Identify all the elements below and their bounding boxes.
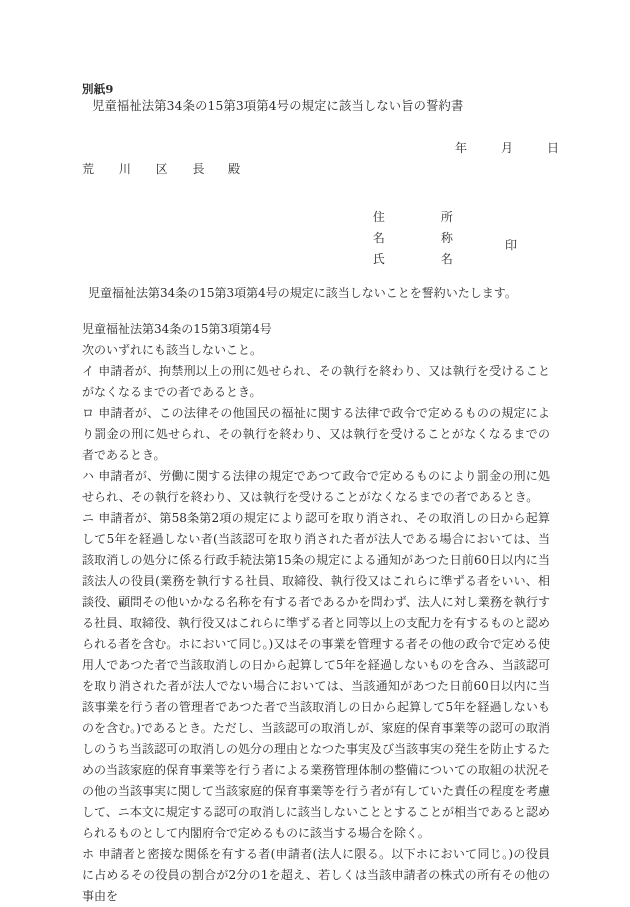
clause-marker: イ: [82, 364, 95, 378]
clause-text: 申請者が、第58条第2項の規定により認可を取り消され、その取消しの日から起算して5年を経過しない者(当該認可を取り消された者が法人である場合においては、当該取消しの処分に係る行政手続法第15条の規定による通知があつた日前60日以内に当該法人の役員(業務を執行する社員、取締役、執行役又はこれらに準ずる者をいい、相談役、顧問その他いかなる名称を有する者であるかを問わず、法人に対し業務を執行する社員、取締役、執行役又はこれらに準ずる者と同等以上の支配力を有するものと認められる者を含む。ホにおいて同じ。)又はその事業を管理する者その他の政令で定める使用人であつた者で当該取消しの日から起算して5年を経過しないものを含み、当該認可を取り消された者が法人でない場合においては、当該通知があつた日前60日以内に当該事業を行う者の管理者であつた者で当該取消しの日から起算して5年を経過しないものを含む。)であるとき。ただし、当該認可の取消しが、家庭的保育事業等の認可の取消しのうち当該認可の取消しの処分の理由となつた事実及び当該事実の発生を防止するための当該家庭的保育事業等を行う者による業務管理体制の整備についての取組の状況その他の当該事実に関して当該家庭的保育事業等を行う者が有していた責任の程度を考慮して、ニ本文に規定する認可の取消しに該当しないこととすることが相当であると認められるものとして内閣府令で定めるものに該当する場合を除く。: [82, 511, 551, 840]
clause-marker: ニ: [82, 511, 95, 525]
signer-entity-name-label: 名 称: [372, 231, 475, 245]
signer-block: [350, 194, 518, 266]
clause-text: 申請者が、この法律その他国民の福祉に関する法律で政令で定めるものの規定により罰金の刑に処せられ、その執行を終わり、又は執行を受けることがなくなるまでの者であるとき。: [82, 406, 550, 462]
pledge-sentence: 児童福祉法第34条の15第3項第4号の規定に該当しないことを誓約いたします。: [88, 286, 517, 300]
date-field: 年 月 日: [455, 141, 571, 155]
statute-section: [82, 319, 550, 907]
clause-marker: ロ: [82, 406, 95, 420]
clause-text: 申請者が、拘禁刑以上の刑に処せられ、その執行を終わり、又は執行を受けることがなくなるまでの者であるとき。: [82, 364, 550, 399]
statute-clause: [82, 466, 550, 508]
statute-clause: [82, 361, 550, 403]
clause-marker: ホ: [82, 847, 95, 861]
statute-heading: 児童福祉法第34条の15第3項第4号: [82, 322, 272, 336]
statute-clause: [82, 844, 550, 907]
clause-marker: ハ: [82, 469, 95, 483]
clause-text: 申請者と密接な関係を有する者(申請者(法人に限る。以下ホにおいて同じ。)の役員に占めるその役員の割合が2分の1を超え、若しくは当該申請者の株式の所有その他の事由を: [82, 847, 550, 903]
signer-personal-name-label: 氏 名: [372, 252, 475, 266]
statute-lead: 次のいずれにも該当しないこと。: [82, 343, 263, 357]
statute-clause-list: [82, 361, 550, 907]
statute-clause: [82, 508, 550, 844]
attachment-number: 別紙9: [82, 82, 114, 96]
signer-address-row: [350, 194, 475, 224]
page-title: 児童福祉法第34条の15第3項第4号の規定に該当しない旨の誓約書: [92, 99, 464, 113]
seal-mark: 印: [505, 238, 518, 252]
statute-clause: [82, 403, 550, 466]
clause-text: 申請者が、労働に関する法律の規定であつて政令で定めるものにより罰金の刑に処せられ、その執行を終わり、又は執行を受けることがなくなるまでの者であるとき。: [82, 469, 550, 504]
addressee-title: 荒 川 区 長: [82, 162, 215, 176]
addressee-honorific: 殿: [227, 162, 240, 176]
signer-address-label: 住 所: [372, 210, 475, 224]
addressee: [82, 159, 240, 180]
